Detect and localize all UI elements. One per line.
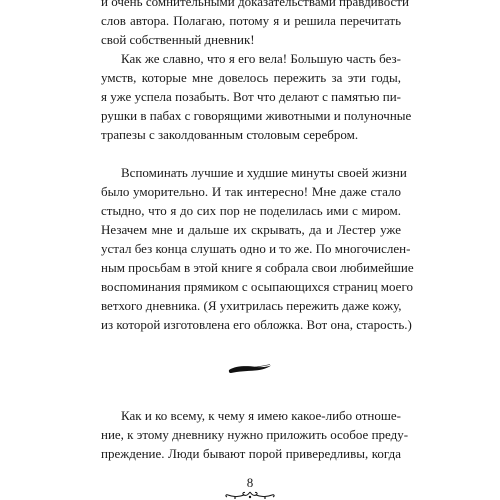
- ink-flourish-divider-icon: [227, 362, 273, 376]
- text-line: было уморительно. И так интересно! Мне даже стало: [101, 184, 401, 199]
- text-line: Как и ко всему, к чему я имею какое-либо отноше-: [121, 408, 401, 423]
- text-line: Незачем мне и дальше их скрывать, да и Лестер уже: [101, 222, 401, 237]
- text-line: слов автора. Полагаю, потому я и решила перечитать: [101, 13, 401, 28]
- text-line: стыдно, что я до сих пор не поделилась ими с миром.: [101, 203, 401, 218]
- text-line: и очень сомнительными доказательствами правдивости: [101, 0, 409, 9]
- page-number: 8: [246, 475, 254, 490]
- text-line: я уже успела позабыть. Вот что делают с памятью пи-: [101, 89, 401, 104]
- text-line: Как же славно, что я его вела! Большую часть без-: [121, 51, 401, 66]
- text-line: преждение. Люди бывают порой привередливы, когда: [101, 446, 401, 461]
- text-line: умств, которые мне довелось пережить за эти годы,: [101, 70, 401, 85]
- text-line: ние, к этому дневнику нужно приложить особое преду-: [101, 427, 409, 442]
- text-line: рушки в пабах с говорящими животными и полуночные: [101, 108, 412, 123]
- text-line: трапезы с заколдованным столовым серебром.: [101, 127, 359, 142]
- text-line: Вспоминать лучшие и худшие минуты своей жизни: [121, 165, 407, 180]
- text-line: ным просьбам в этой книге я собрала свои любимейшие: [101, 260, 414, 275]
- text-line: свой собственный дневник!: [101, 32, 255, 47]
- text-line: воспоминания прямиком с осыпающихся страниц моего: [101, 279, 413, 294]
- scroll-ornament-icon: [222, 490, 278, 500]
- text-line: устал без конца слушать одно и то же. По многочислен-: [101, 241, 411, 256]
- text-line: ветхого дневника. (Я ухитрилась пережить даже кожу,: [101, 298, 402, 313]
- text-line: из которой изготовлена его обложка. Вот она, старость.): [101, 317, 412, 332]
